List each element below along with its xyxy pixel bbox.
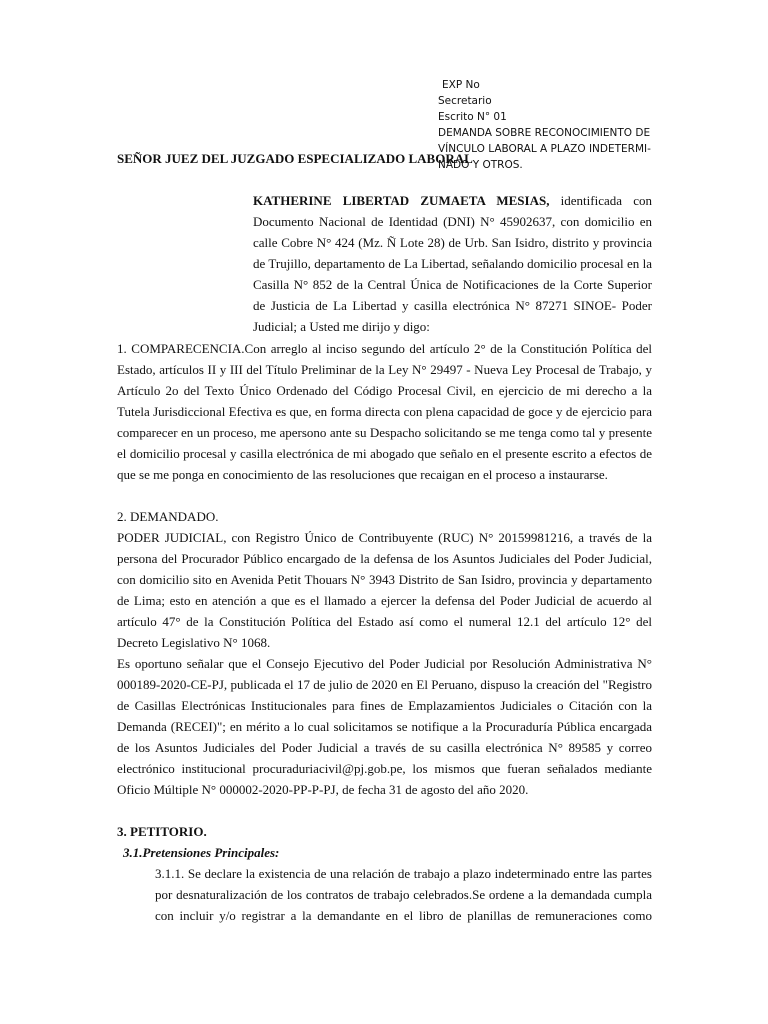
plaintiff-details: identificada con Documento Nacional de Identidad (DNI) N° 45902637, con domicilio en calle Cobre N° 424 (Mz. Ñ Lote 28) de Urb. San Isidro, distrito y provincia de Trujillo, departamento de La Libertad, señalando domicilio procesal en la Casilla N° 852 de la Central Única de Notificaciones de la Corte Superior de Justicia de La Libertad y casilla electrónica N° 87271 SINOE- Poder Judicial; a Usted me dirijo y digo: [253, 193, 652, 334]
comparecencia-paragraph: 1. COMPARECENCIA.Con arreglo al inciso segundo del artículo 2° de la Constitución Política del Estado, artículos II y III del Título Preliminar de la Ley N° 29497 - Nueva Ley Procesal de Trabajo, y Artículo 2o del Texto Único Ordenado del Código Procesal Civil, en ejercicio de mi derecho a la Tutela Jurisdiccional Efectiva es que, en forma directa con plena capacidad de goce y de ejercicio para comparecer en un proceso, me apersono ante su Despacho solicitando se me tenga como tal y presente el domicilio procesal y casilla electrónica de mi abogado que señalo en el presente escrito a efectos de que se me ponga en conocimiento de las resoluciones que recaigan en el proceso a instaurarse. [117, 341, 652, 482]
intro-paragraph [253, 190, 652, 337]
demanda-subject-line-3: NADO Y OTROS. [438, 159, 523, 171]
escrito-number: Escrito N° 01 [438, 111, 507, 123]
court-title: SEÑOR JUEZ DEL JUZGADO ESPECIALIZADO LABORAL [117, 151, 473, 166]
demanda-subject-line-2: VÍNCULO LABORAL A PLAZO INDETERMI- [438, 143, 651, 155]
demandado-paragraph-2: Es oportuno señalar que el Consejo Ejecutivo del Poder Judicial por Resolución Administrativa N° 000189-2020-CE-PJ, publicada el 17 de julio de 2020 en El Peruano, dispuso la creación del "Registro de Casillas Electrónicas Institucionales para fines de Emplazamientos Judiciales o Citación con la Demanda (RECEI)"; en mérito a lo cual solicitamos se notifique a la Procuraduría Pública encargada de los Asuntos Judiciales del Poder Judicial a través de su casilla electrónica N° 89585 y correo electrónico institucional procuraduriacivil@pj.gob.pe, los mismos que fueran señalados mediante Oficio Múltiple N° 000002-2020-PP-P-PJ, de fecha 31 de agosto del año 2020. [117, 656, 652, 797]
petitorio-heading: 3. PETITORIO. [117, 824, 207, 839]
secretario-label: Secretario [438, 95, 492, 107]
pretension-1-paragraph: 3.1.1. Se declare la existencia de una relación de trabajo a plazo indeterminado entre las partes por desnaturalización de los contratos de trabajo celebrados.Se ordene a la demandada cumpla con incluir y/o registrar a la demandante en el libro de planillas de remuneraciones como [155, 866, 652, 923]
demandado-paragraph-1: PODER JUDICIAL, con Registro Único de Contribuyente (RUC) N° 20159981216, a través de la persona del Procurador Público encargado de la defensa de los Asuntos Judiciales del Poder Judicial, con domicilio sito en Avenida Petit Thouars N° 3943 Distrito de San Isidro, provincia y departamento de Lima; esto en atención a que es el llamado a ejercer la defensa del Poder Judicial de acuerdo al artículo 47° de la Constitución Política del Estado así como el numeral 12.1 del artículo 12° del Decreto Legislativo N° 1068. [117, 530, 652, 650]
document-body [117, 338, 652, 926]
exp-number: EXP No [442, 79, 480, 91]
demandado-heading: 2. DEMANDADO. [117, 509, 219, 524]
plaintiff-name: KATHERINE LIBERTAD ZUMAETA MESIAS, [253, 193, 550, 208]
pretensiones-heading: 3.1.Pretensiones Principales: [123, 845, 280, 860]
demanda-subject-line-1: DEMANDA SOBRE RECONOCIMIENTO DE [438, 127, 651, 139]
